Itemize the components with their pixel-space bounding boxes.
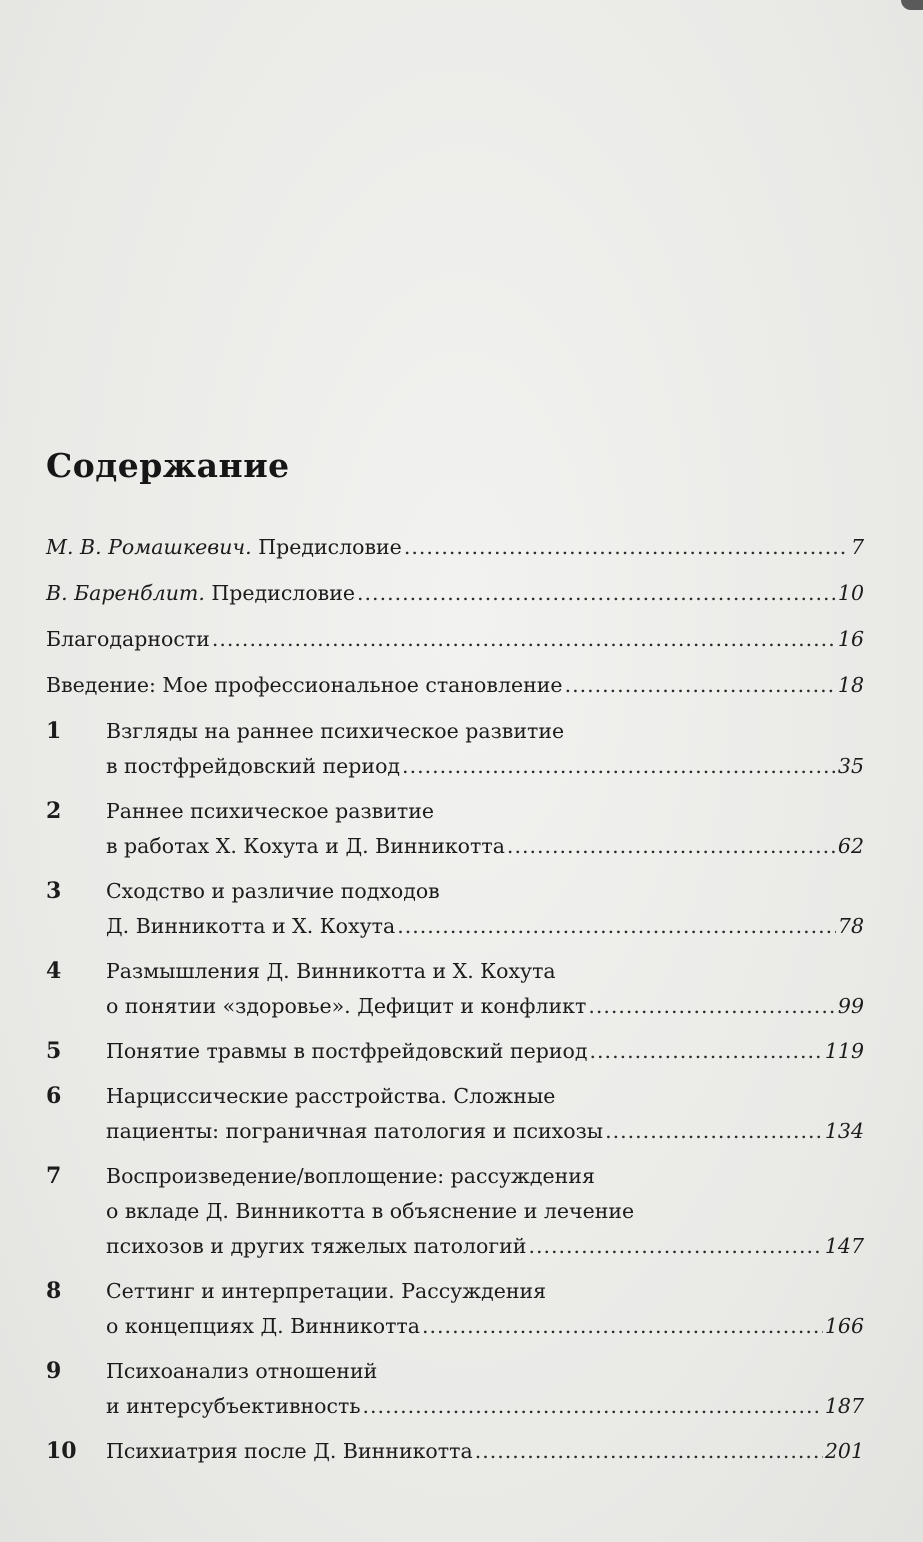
dot-leader — [588, 989, 836, 1024]
dot-leader — [404, 530, 849, 565]
chapter-title-line: Раннее психическое развитие — [106, 799, 434, 823]
toc-page-number: 119 — [824, 1039, 864, 1063]
chapter-number: 8 — [46, 1278, 62, 1304]
chapter-body — [106, 1159, 864, 1264]
toc-entry-line — [46, 576, 864, 611]
chapter-body — [106, 714, 864, 784]
toc-page-number: 18 — [837, 673, 864, 697]
toc-page-number: 62 — [837, 834, 864, 858]
toc-page-number: 187 — [824, 1394, 864, 1418]
chapter-title-line: Сеттинг и интерпретации. Рассуждения — [106, 1279, 547, 1303]
dot-leader — [590, 1034, 823, 1069]
chapter-body — [106, 1354, 864, 1424]
toc-page-number: 35 — [837, 754, 864, 778]
dot-leader — [363, 1389, 823, 1424]
chapter-number: 2 — [46, 798, 62, 824]
chapter-title-line: Сходство и различие подходов — [106, 879, 440, 903]
toc-chapter-entry[interactable] — [46, 1434, 864, 1469]
toc-page-number: 16 — [837, 627, 864, 651]
toc-entry-author: В. Баренблит. — [46, 581, 205, 605]
chapter-title-text: психозов и других тяжелых патологий — [106, 1234, 527, 1258]
toc-page-number: 10 — [837, 581, 864, 605]
toc-entry-line — [46, 530, 864, 565]
chapter-title-line: Взгляды на раннее психическое развитие — [106, 719, 565, 743]
dot-leader — [357, 576, 836, 611]
toc-entry[interactable] — [46, 622, 864, 657]
chapter-number: 5 — [46, 1038, 62, 1064]
toc-entry[interactable] — [46, 530, 864, 565]
toc-chapter-entry[interactable] — [46, 954, 864, 1024]
chapter-title-line: Размышления Д. Винникотта и Х. Кохута — [106, 959, 556, 983]
chapter-title-text: и интерсубъективность — [106, 1394, 361, 1418]
dot-leader — [212, 622, 836, 657]
dot-leader — [402, 749, 836, 784]
front-matter-list — [46, 530, 864, 703]
chapter-list — [46, 714, 864, 1469]
toc-page-number: 147 — [824, 1234, 864, 1258]
toc-page-number: 134 — [824, 1119, 864, 1143]
toc-entry-body — [46, 530, 864, 565]
chapter-title-text: о концепциях Д. Винникотта — [106, 1314, 420, 1338]
chapter-title-last-line — [106, 1389, 864, 1424]
toc-page-number: 201 — [824, 1439, 864, 1463]
chapter-body — [106, 794, 864, 864]
dot-leader — [565, 668, 836, 703]
chapter-title-text: Д. Винникотта и Х. Кохута — [106, 914, 396, 938]
toc-page-number: 166 — [824, 1314, 864, 1338]
toc-entry-body — [46, 668, 864, 703]
toc-entry-body — [46, 576, 864, 611]
toc-entry-title: Благодарности — [46, 627, 210, 651]
chapter-title-last-line — [106, 829, 864, 864]
chapter-title-last-line — [106, 989, 864, 1024]
chapter-title-text: Понятие травмы в постфрейдовский период — [106, 1039, 588, 1063]
toc-page-number: 78 — [837, 914, 864, 938]
toc-chapter-entry[interactable] — [46, 874, 864, 944]
toc-entry[interactable] — [46, 668, 864, 703]
chapter-title-text: о понятии «здоровье». Дефицит и конфликт — [106, 994, 587, 1018]
chapter-title-text: Психиатрия после Д. Винникотта — [106, 1439, 473, 1463]
chapter-title-last-line — [106, 1114, 864, 1149]
toc-page-number: 7 — [850, 535, 864, 559]
toc-entry-title: Предисловие — [258, 535, 402, 559]
table-of-contents — [46, 530, 864, 1479]
chapter-body — [106, 874, 864, 944]
chapter-number: 1 — [46, 718, 62, 744]
chapter-title-last-line — [106, 1434, 864, 1469]
chapter-number: 10 — [46, 1438, 77, 1464]
chapter-title-text: в постфрейдовский период — [106, 754, 401, 778]
chapter-number: 7 — [46, 1163, 62, 1189]
toc-chapter-entry[interactable] — [46, 714, 864, 784]
chapter-title-last-line — [106, 1034, 864, 1069]
dot-leader — [397, 909, 836, 944]
toc-chapter-entry[interactable] — [46, 1034, 864, 1069]
toc-entry-title: Предисловие — [211, 581, 356, 605]
toc-chapter-entry[interactable] — [46, 1274, 864, 1344]
chapter-number: 4 — [46, 958, 62, 984]
chapter-number: 9 — [46, 1358, 62, 1384]
chapter-title-line: Воспроизведение/воплощение: рассуждения — [106, 1164, 595, 1188]
chapter-body — [106, 954, 864, 1024]
toc-chapter-entry[interactable] — [46, 1354, 864, 1424]
chapter-title-last-line — [106, 1309, 864, 1344]
toc-entry-line — [46, 622, 864, 657]
chapter-title-last-line — [106, 749, 864, 784]
chapter-body — [106, 1079, 864, 1149]
dot-leader — [528, 1229, 822, 1264]
toc-chapter-entry[interactable] — [46, 1159, 864, 1264]
chapter-title-text: в работах Х. Кохута и Д. Винникотта — [106, 834, 505, 858]
chapter-number: 3 — [46, 878, 62, 904]
chapter-title-last-line — [106, 909, 864, 944]
toc-chapter-entry[interactable] — [46, 1079, 864, 1149]
chapter-body — [106, 1274, 864, 1344]
chapter-title-line: о вкладе Д. Винникотта в объяснение и лечение — [106, 1199, 635, 1223]
toc-entry-line — [46, 668, 864, 703]
dot-leader — [422, 1309, 823, 1344]
page-title: Содержание — [46, 446, 290, 485]
dot-leader — [605, 1114, 823, 1149]
chapter-body — [106, 1034, 864, 1069]
toc-page-number: 99 — [837, 994, 864, 1018]
toc-entry-title: Введение: Мое профессиональное становление — [46, 673, 563, 697]
chapter-title-last-line — [106, 1229, 864, 1264]
toc-entry-author: М. В. Ромашкевич. — [46, 535, 252, 559]
dot-leader — [475, 1434, 823, 1469]
dot-leader — [507, 829, 836, 864]
toc-chapter-entry[interactable] — [46, 794, 864, 864]
page-corner-mark — [901, 0, 923, 10]
chapter-title-line: Нарциссические расстройства. Сложные — [106, 1084, 556, 1108]
chapter-title-text: пациенты: пограничная патология и психозы — [106, 1119, 604, 1143]
toc-entry-body — [46, 622, 864, 657]
chapter-body — [106, 1434, 864, 1469]
chapter-title-line: Психоанализ отношений — [106, 1359, 378, 1383]
chapter-number: 6 — [46, 1083, 62, 1109]
toc-entry[interactable] — [46, 576, 864, 611]
